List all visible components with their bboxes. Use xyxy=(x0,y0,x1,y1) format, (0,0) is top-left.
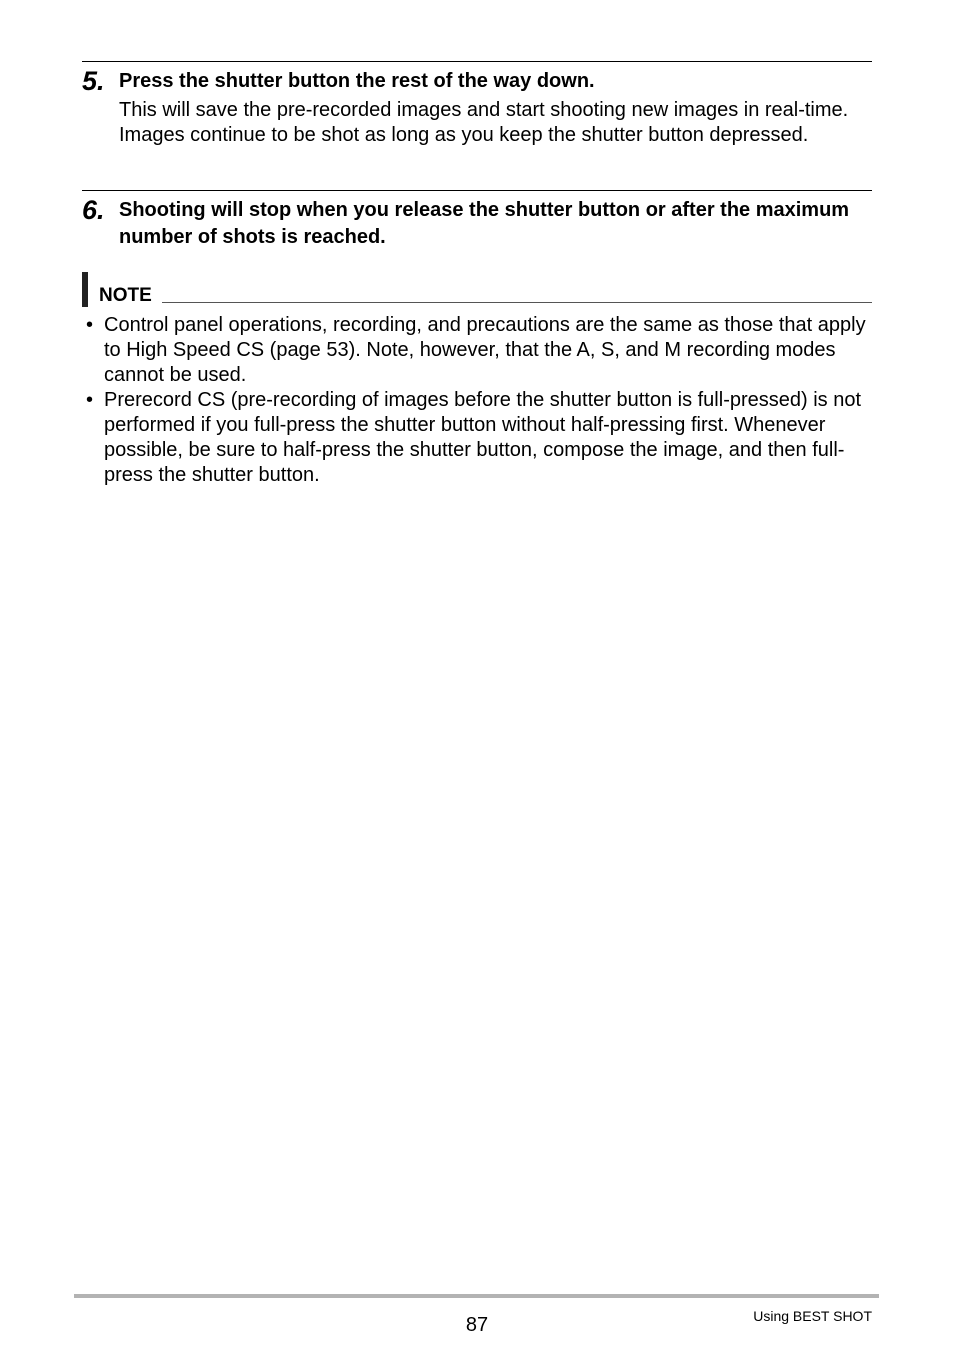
note-list xyxy=(82,313,872,488)
note-item-text: Prerecord CS (pre-recording of images before the shutter button is full-pressed) is not performed if you full-press the shutter button without half-pressing first. Whenever possible, be sure to half-press the shutter button, compose the image, and then full-press the shutter button. xyxy=(104,389,862,486)
step-number: 5. xyxy=(82,66,105,96)
note-divider xyxy=(162,302,872,303)
bullet-icon: • xyxy=(86,389,94,411)
note-bar-marker xyxy=(82,272,88,307)
note-item xyxy=(82,313,872,388)
note-item xyxy=(82,388,872,488)
bullet-icon: • xyxy=(86,314,94,336)
step-number: 6. xyxy=(82,195,105,225)
footer-section-name: Using BEST SHOT xyxy=(753,1308,872,1324)
step-5 xyxy=(82,61,872,182)
note-item-text: Control panel operations, recording, and precautions are the same as those that apply to High Speed CS (page 53). Note, however, that the A, S, and M recording modes cannot be used. xyxy=(104,314,866,386)
step-title: Shooting will stop when you release the shutter button or after the maximum number of shots is reached. xyxy=(119,199,850,248)
page-number: 87 xyxy=(465,1314,489,1336)
step-title: Press the shutter button the rest of the way down. xyxy=(119,70,595,92)
step-body: This will save the pre-recorded images and start shooting new images in real-time. Images continue to be shot as long as you keep the shutter button depressed. xyxy=(119,99,849,146)
footer-divider xyxy=(74,1294,879,1298)
step-6 xyxy=(82,190,872,261)
note-header xyxy=(82,272,872,308)
note-label: NOTE xyxy=(99,285,152,306)
